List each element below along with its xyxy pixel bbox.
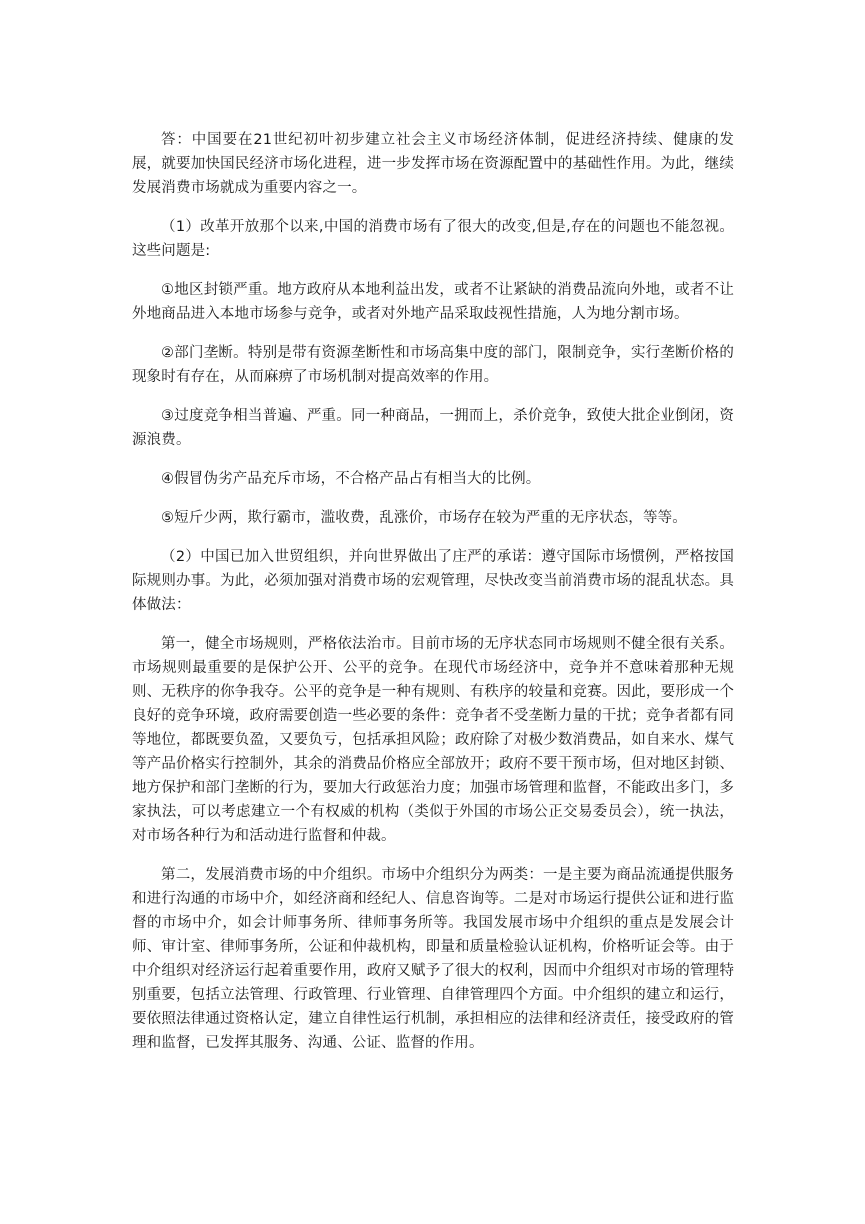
problem-5-paragraph: ⑤短斤少两，欺行霸市，滥收费，乱涨价，市场存在较为严重的无序状态，等等。 bbox=[161, 510, 687, 526]
problems-intro-paragraph: （1）改革开放那个以来,中国的消费市场有了很大的改变,但是,存在的问题也不能忽视。这些问题是: bbox=[132, 219, 734, 259]
answer-intro-paragraph: 答：中国要在21世纪初叶初步建立社会主义市场经济体制，促进经济持续、健康的发展，就要加快国民经济市场化进程，进一步发挥市场在资源配置中的基础性作用。为此，继续发展消费市场就成为重要内容之一。 bbox=[132, 132, 734, 196]
problem-4-paragraph: ④假冒伪劣产品充斥市场，不合格产品占有相当大的比例。 bbox=[161, 471, 541, 487]
problem-1-paragraph: ①地区封锁严重。地方政府从本地利益出发，或者不让紧缺的消费品流向外地，或者不让外地商品进入本地市场参与竞争，或者对外地产品采取歧视性措施，人为地分割市场。 bbox=[132, 282, 734, 322]
measure-1-paragraph: 第一，健全市场规则，严格依法治市。目前市场的无序状态同市场规则不健全很有关系。市场规则最重要的是保护公开、公平的竞争。在现代市场经济中，竞争并不意味着那种无规则、无秩序的你争我夺。公平的竞争是一种有规则、有秩序的较量和竞赛。因此，要形成一个良好的竞争环境，政府需要创造一些必要的条件：竞争者不受垄断力量的干扰；竞争者都有同等地位，都既要负盈，又要负亏，包括承担风险；政府除了对极少数消费品，如自来水、煤气等产品价格实行控制外，其余的消费品价格应全部放开；政府不要干预市场，但对地区封锁、地方保护和部门垄断的行为，要加大行政惩治力度；加强市场管理和监督，不能政出多门，多家执法，可以考虑建立一个有权威的机构（类似于外国的市场公正交易委员会），统一执法，对市场各种行为和活动进行监督和仲裁。 bbox=[132, 636, 734, 844]
problem-3-paragraph: ③过度竞争相当普遍、严重。同一种商品，一拥而上，杀价竞争，致使大批企业倒闭，资源浪费。 bbox=[132, 408, 734, 448]
measures-intro-paragraph: （2）中国已加入世贸组织，并向世界做出了庄严的承诺：遵守国际市场惯例，严格按国际规则办事。为此，必须加强对消费市场的宏观管理，尽快改变当前消费市场的混乱状态。具体做法： bbox=[132, 549, 734, 613]
measure-2-paragraph: 第二，发展消费市场的中介组织。市场中介组织分为两类：一是主要为商品流通提供服务和进行沟通的市场中介，如经济商和经纪人、信息咨询等。二是对市场运行提供公证和进行监督的市场中介，如会计师事务所、律师事务所等。我国发展市场中介组织的重点是发展会计师、审计室、律师事务所，公证和仲裁机构，即量和质量检验认证机构，价格听证会等。由于中介组织对经济运行起着重要作用，政府又赋予了很大的权利，因而中介组织对市场的管理特别重要，包括立法管理、行政管理、行业管理、自律管理四个方面。中介组织的建立和运行，要依照法律通过资格认定，建立自律性运行机制，承担相应的法律和经济责任，接受政府的管理和监督，已发挥其服务、沟通、公证、监督的作用。 bbox=[132, 867, 734, 1051]
problem-2-paragraph: ②部门垄断。特别是带有资源垄断性和市场高集中度的部门，限制竞争，实行垄断价格的现象时有存在，从而麻痹了市场机制对提高效率的作用。 bbox=[132, 345, 734, 385]
document-body bbox=[132, 128, 734, 1055]
